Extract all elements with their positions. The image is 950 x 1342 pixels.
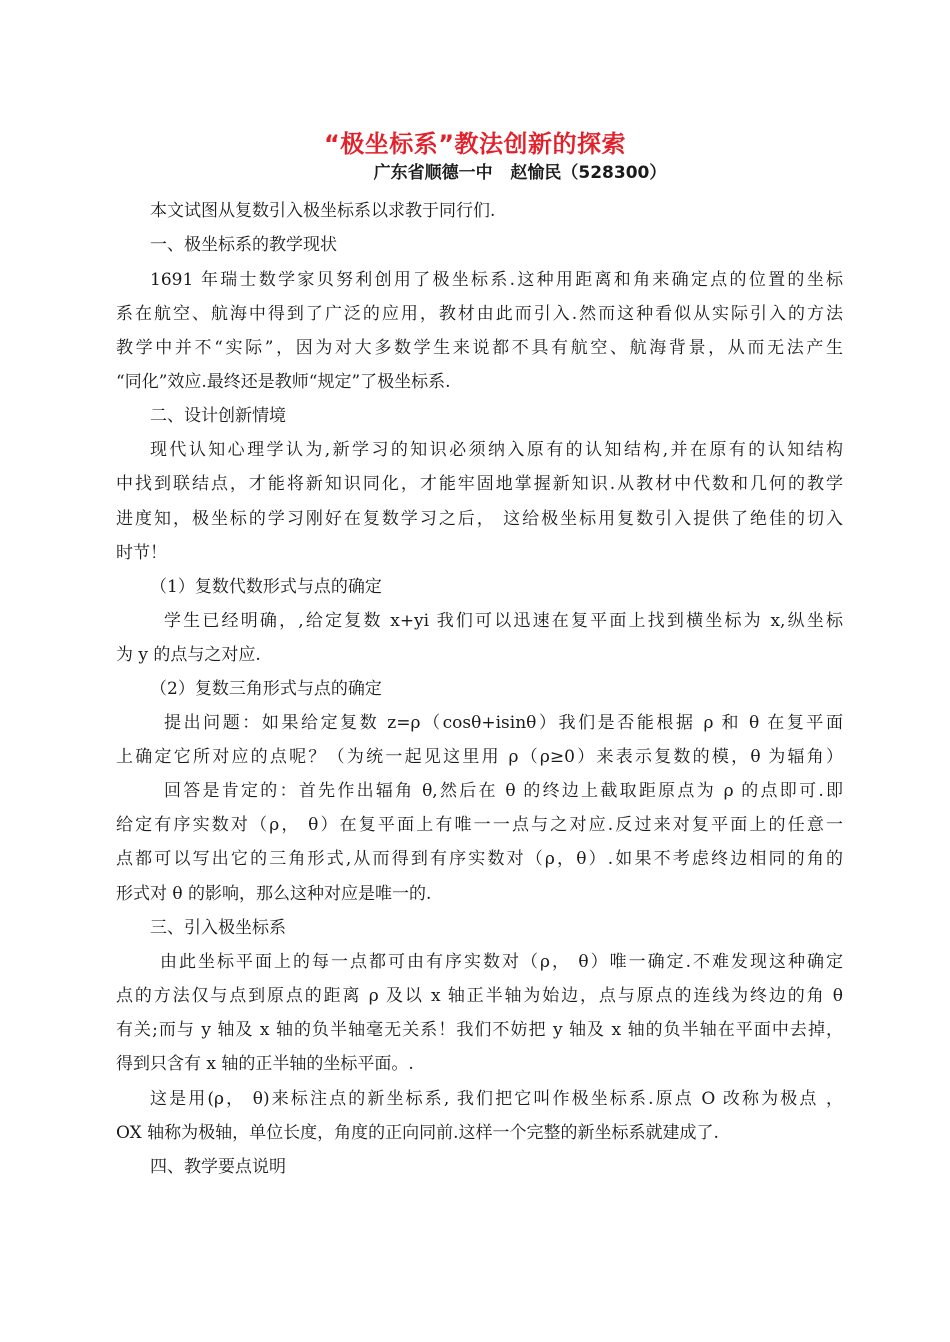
paragraph-line: 提出问题：如果给定复数 z=ρ（cosθ+isinθ）我们是否能根据 ρ 和 θ 在复平面 <box>164 713 843 733</box>
paragraph-line: 为 y 的点与之对应. <box>116 645 261 665</box>
paragraph-line: OX 轴称为极轴，单位长度，角度的正向同前.这样一个完整的新坐标系就建成了. <box>116 1123 719 1143</box>
paragraph-line: 点都可以写出它的三角形式,从而得到有序实数对（ρ，θ）.如果不考虑终边相同的角的 <box>116 849 843 869</box>
paragraph-line: 1691 年瑞士数学家贝努利创用了极坐标系.这种用距离和角来确定点的位置的坐标 <box>150 270 843 290</box>
paragraph-line: 给定有序实数对（ρ， θ）在复平面上有唯一一点与之对应.反过来对复平面上的任意一 <box>116 815 843 835</box>
section-heading-3: 三、引入极坐标系 <box>150 918 286 938</box>
subsection-heading-2: （2）复数三角形式与点的确定 <box>150 679 382 699</box>
paragraph-line: 教学中并不“实际”，因为对大多数学生来说都不具有航空、航海背景，从而无法产生 <box>116 338 843 358</box>
intro-paragraph: 本文试图从复数引入极坐标系以求教于同行们. <box>150 201 496 221</box>
paragraph-line: 现代认知心理学认为,新学习的知识必须纳入原有的认知结构,并在原有的认知结构 <box>150 440 843 460</box>
paragraph-line: 时节！ <box>116 543 167 563</box>
paragraph-line: 得到只含有 x 轴的正半轴的坐标平面。. <box>116 1054 414 1074</box>
paragraph-line: 中找到联结点，才能将新知识同化，才能牢固地掌握新知识.从教材中代数和几何的教学 <box>116 474 843 494</box>
paragraph-line: 系在航空、航海中得到了广泛的应用，教材由此而引入.然而这种看似从实际引入的方法 <box>116 304 843 324</box>
paragraph-line: 学生已经明确，,给定复数 x+yi 我们可以迅速在复平面上找到横坐标为 x,纵坐标 <box>164 611 843 631</box>
paragraph-line: 回答是肯定的：首先作出辐角 θ,然后在 θ 的终边上截取距原点为 ρ 的点即可.即 <box>164 781 843 801</box>
subsection-heading-1: （1）复数代数形式与点的确定 <box>150 577 382 597</box>
paragraph-line: 有关;而与 y 轴及 x 轴的负半轴毫无关系！我们不妨把 y 轴及 x 轴的负半轴在平面中去掉， <box>116 1020 843 1040</box>
author-line: 广东省顺德一中 赵愉民（528300） <box>373 163 667 183</box>
paragraph-line: 这是用(ρ， θ)来标注点的新坐标系, 我们把它叫作极坐标系.原点 O 改称为极点 ， <box>150 1089 843 1109</box>
paragraph-line: 由此坐标平面上的每一点都可由有序实数对（ρ， θ）唯一确定.不难发现这种确定 <box>160 952 843 972</box>
section-heading-4: 四、教学要点说明 <box>150 1157 286 1177</box>
paragraph-line: “同化”效应.最终还是教师“规定”了极坐标系. <box>116 372 451 392</box>
paragraph-line: 形式对 θ 的影响，那么这种对应是唯一的. <box>116 884 432 904</box>
section-heading-1: 一、极坐标系的教学现状 <box>150 235 337 255</box>
paragraph-line: 点的方法仅与点到原点的距离 ρ 及以 x 轴正半轴为始边，点与原点的连线为终边的角 θ <box>116 986 843 1006</box>
paragraph-line: 进度知，极坐标的学习刚好在复数学习之后， 这给极坐标用复数引入提供了绝佳的切入 <box>116 509 843 529</box>
document-title: “极坐标系”教法创新的探索 <box>323 130 627 158</box>
section-heading-2: 二、设计创新情境 <box>150 406 286 426</box>
paragraph-line: 上确定它所对应的点呢？（为统一起见这里用 ρ（ρ≥0）来表示复数的模，θ 为辐角） <box>116 747 843 767</box>
